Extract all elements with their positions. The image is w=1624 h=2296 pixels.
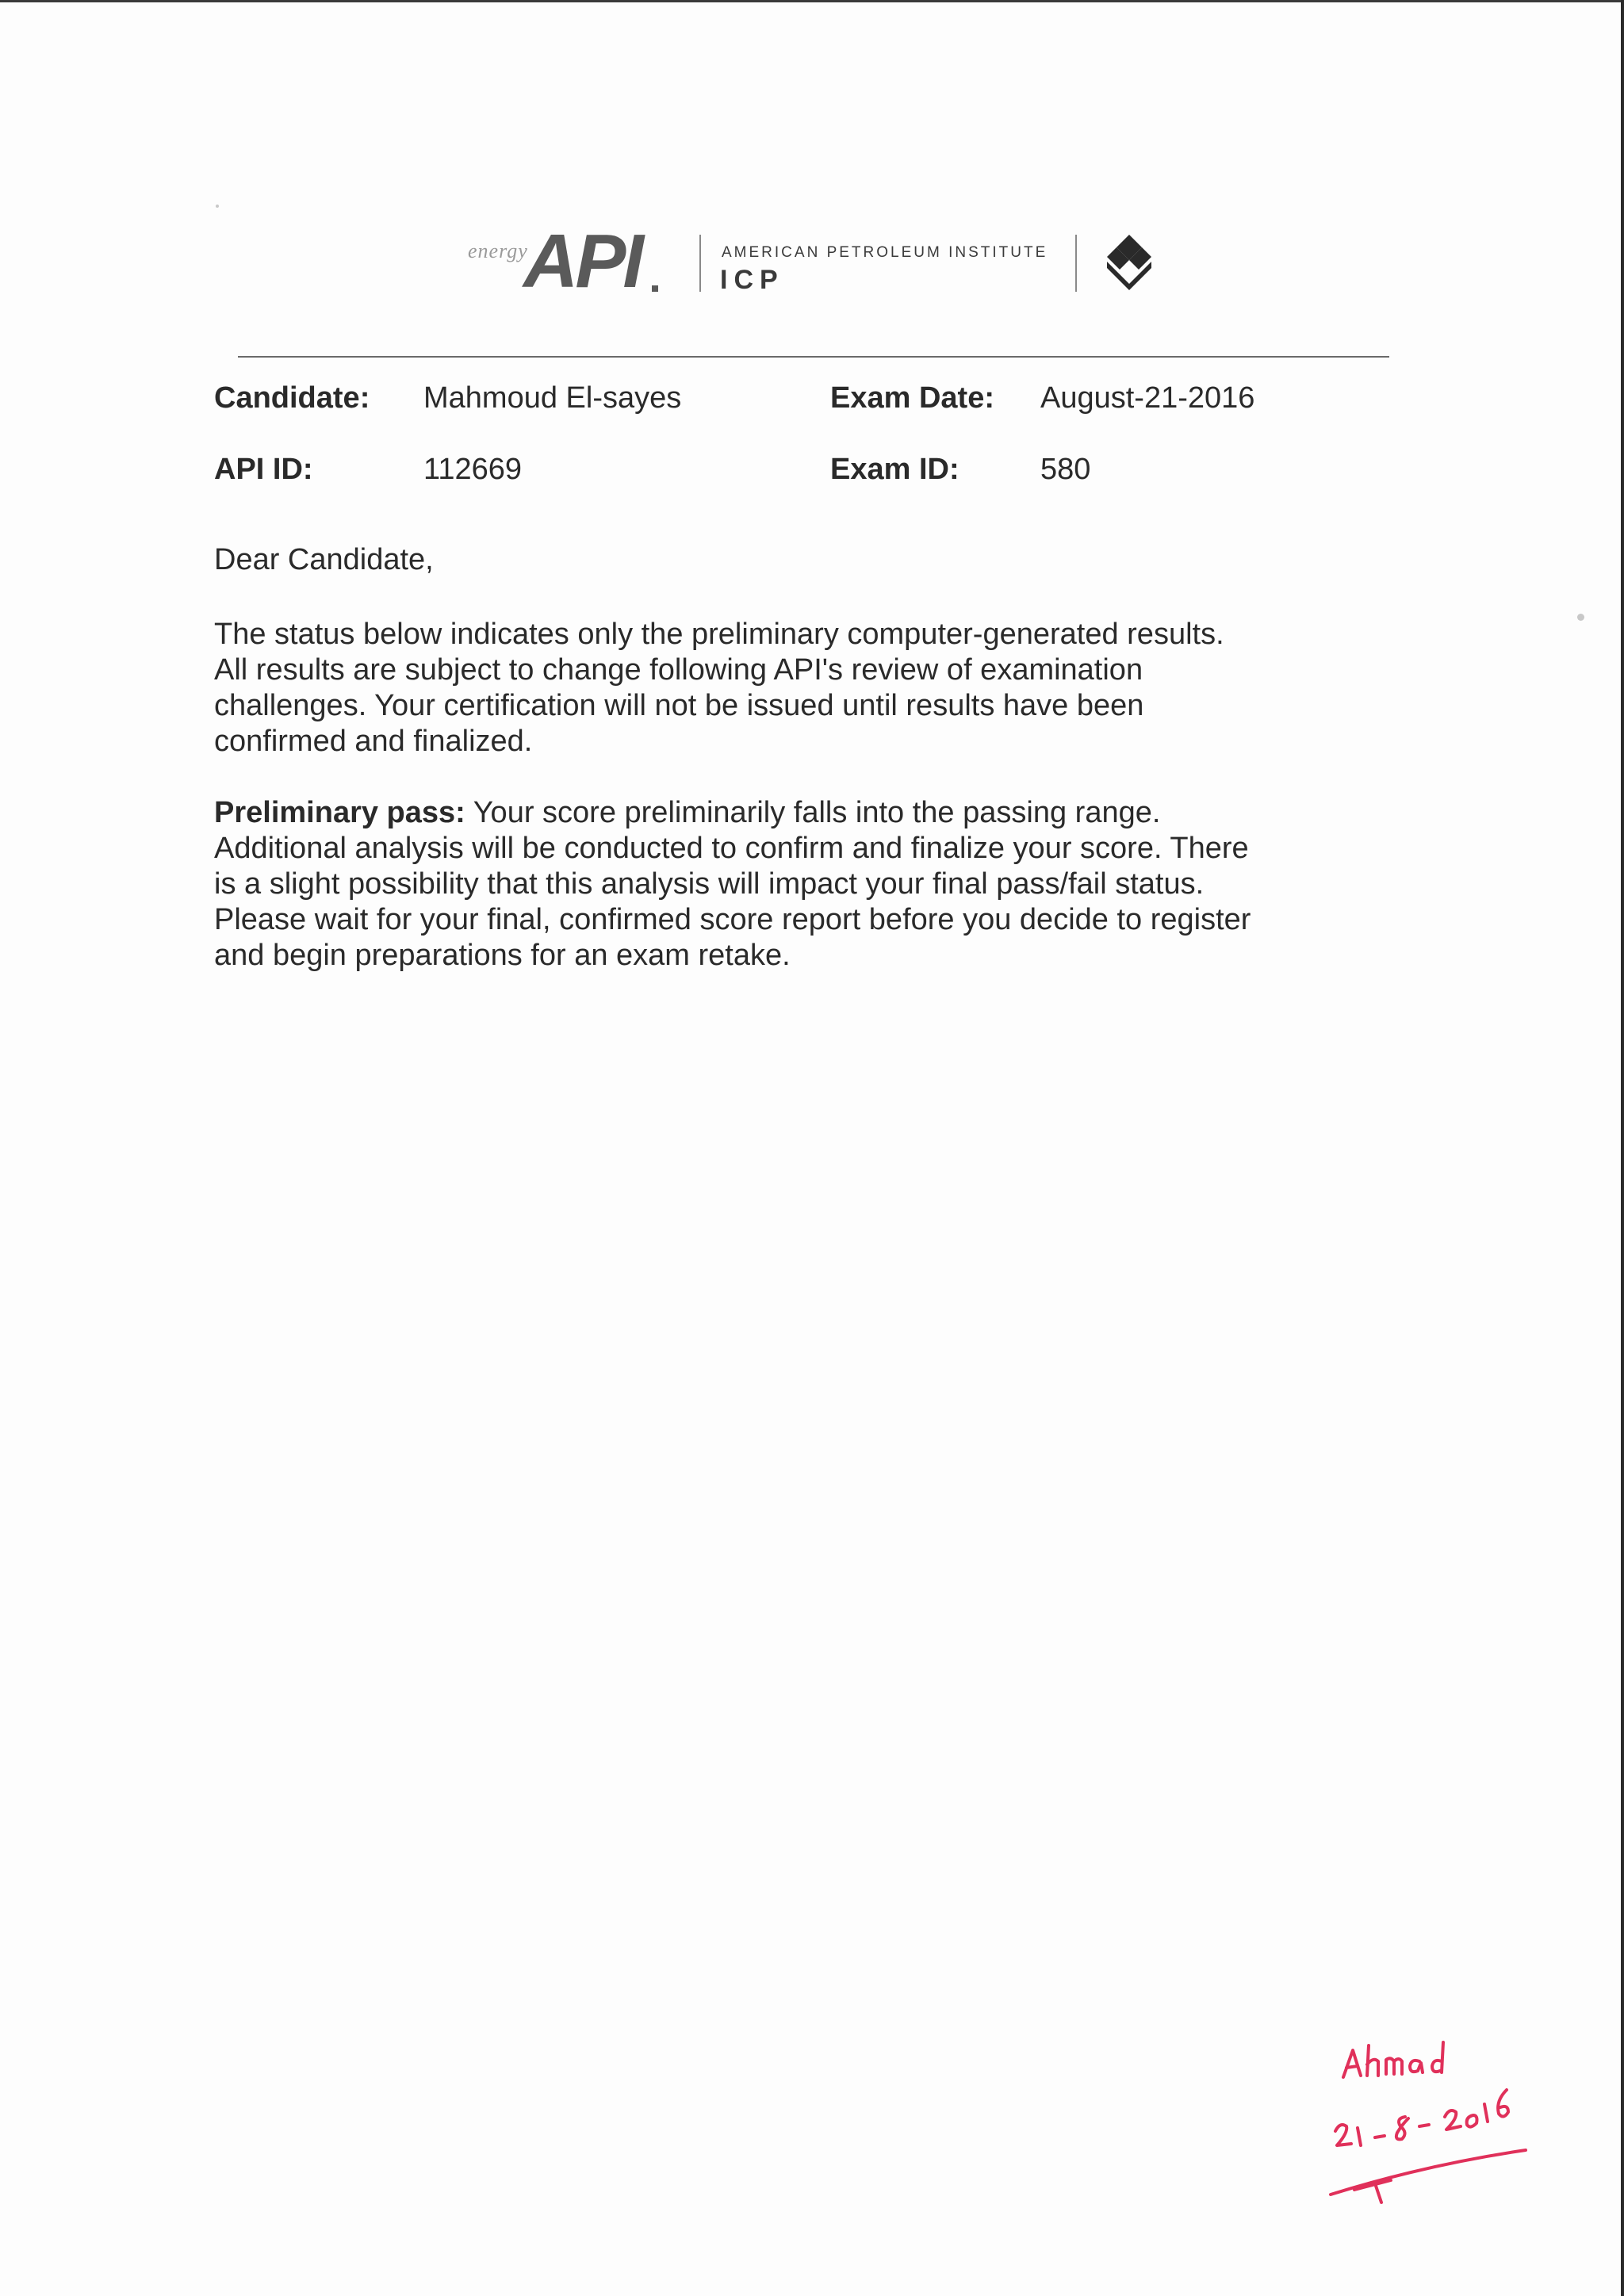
exam-date-value: August-21-2016 xyxy=(1040,381,1255,415)
candidate-label: Candidate: xyxy=(214,381,370,415)
paragraph-line: and begin preparations for an exam retake. xyxy=(214,939,791,972)
scan-speck xyxy=(1577,614,1584,621)
paragraph-line: All results are subject to change following API's review of examination xyxy=(214,653,1143,687)
icp-diamond-icon xyxy=(1096,230,1162,297)
paragraph-line: Please wait for your final, confirmed score report before you decide to register xyxy=(214,903,1251,936)
header-rule xyxy=(238,356,1389,358)
scan-right-edge xyxy=(1621,0,1624,2296)
paragraph-line: The status below indicates only the preliminary computer-generated results. xyxy=(214,618,1224,651)
paragraph-line: is a slight possibility that this analysis will impact your final pass/fail status. xyxy=(214,867,1205,901)
paragraph-line: Additional analysis will be conducted to confirm and finalize your score. There xyxy=(214,832,1249,865)
paragraph-text: Your score preliminarily falls into the passing range. xyxy=(465,796,1161,829)
handwritten-signature xyxy=(1308,2014,1570,2252)
scan-speck xyxy=(216,205,219,208)
preliminary-pass-paragraph xyxy=(214,795,1356,974)
exam-id-value: 580 xyxy=(1040,453,1091,486)
paragraph-line: confirmed and finalized. xyxy=(214,725,533,758)
logo-divider xyxy=(699,235,701,292)
status-paragraph xyxy=(214,617,1356,760)
greeting: Dear Candidate, xyxy=(214,543,434,576)
logo-api-dot xyxy=(652,285,658,292)
exam-date-label: Exam Date: xyxy=(830,381,994,415)
logo-divider xyxy=(1075,235,1077,292)
candidate-value: Mahmoud El-sayes xyxy=(423,381,682,415)
paragraph-line: challenges. Your certification will not be issued until results have been xyxy=(214,689,1144,722)
logo-icp-text: ICP xyxy=(720,265,784,295)
preliminary-pass-label: Preliminary pass: xyxy=(214,796,465,829)
logo-institute-text: AMERICAN PETROLEUM INSTITUTE xyxy=(722,244,1048,261)
api-icp-logo xyxy=(468,219,1174,304)
api-id-value: 112669 xyxy=(423,453,522,486)
scan-top-edge xyxy=(0,0,1624,2)
logo-api-text: API xyxy=(523,219,642,304)
exam-id-label: Exam ID: xyxy=(830,453,959,486)
paragraph-line xyxy=(214,795,1356,831)
api-id-label: API ID: xyxy=(214,453,313,486)
logo-energy-text: energy xyxy=(468,239,528,262)
